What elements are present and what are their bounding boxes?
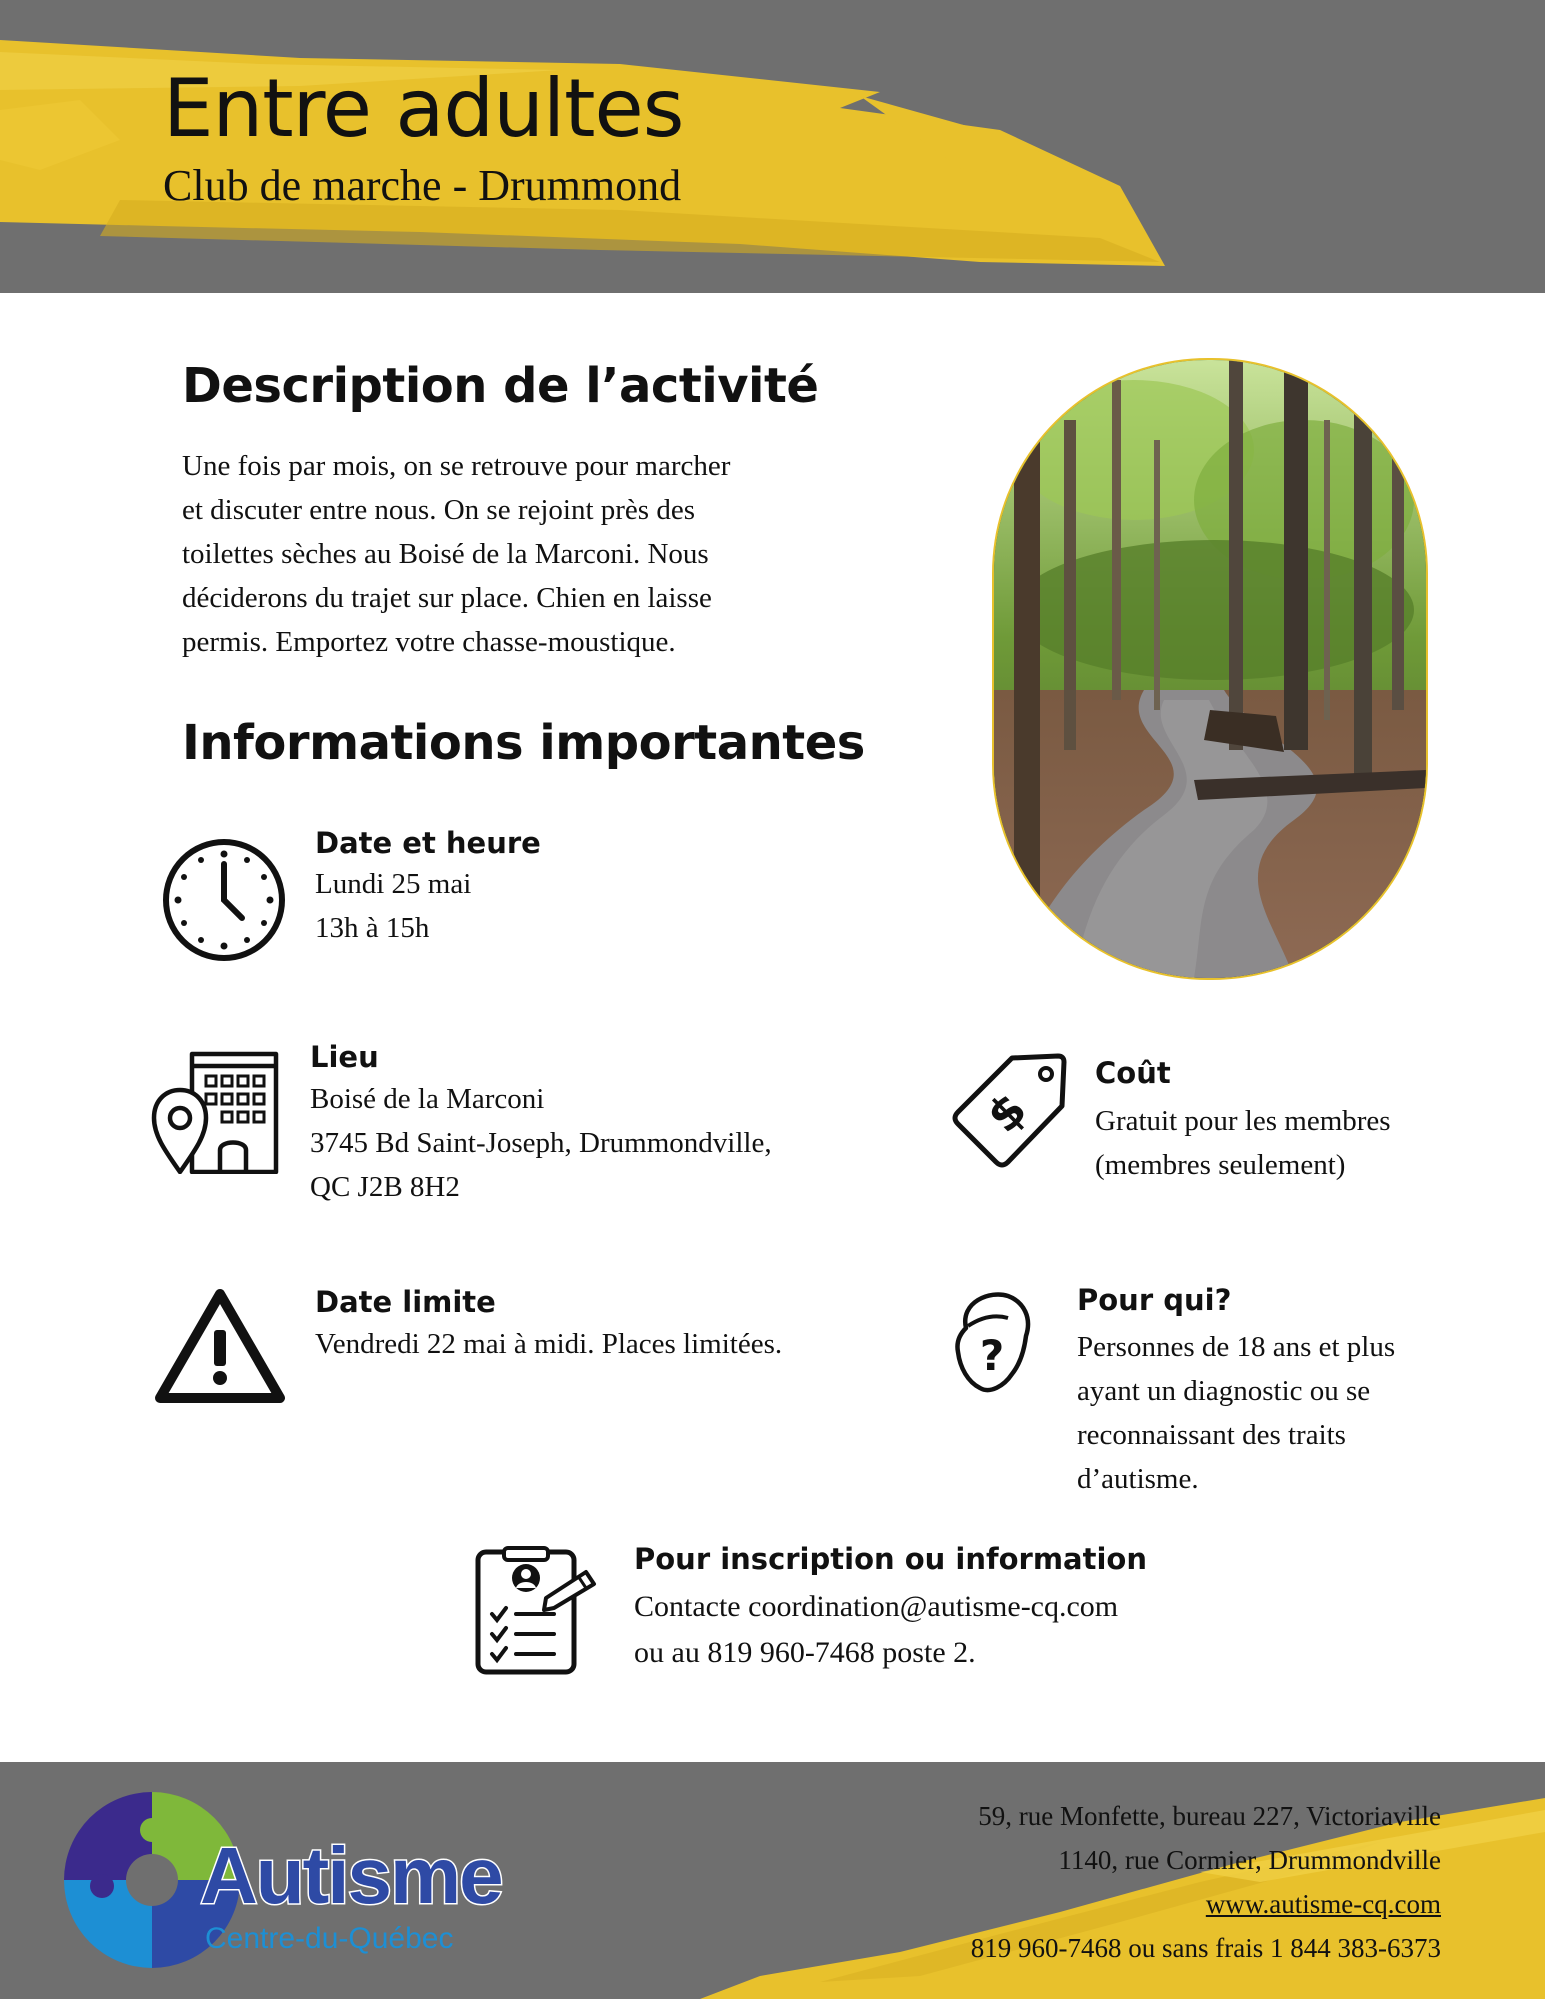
audience-line: Personnes de 18 ans et plus	[1077, 1331, 1396, 1363]
description-line: toilettes sèches au Boisé de la Marconi. Nous	[182, 538, 709, 570]
clock-icon	[158, 834, 290, 966]
info-heading: Informations importantes	[182, 715, 865, 771]
svg-text:?: ?	[979, 1331, 1005, 1380]
logo-wordmark: Autisme	[200, 1831, 502, 1920]
logo-subtitle: Centre-du-Québec	[205, 1922, 454, 1955]
cost-value	[1095, 1099, 1391, 1187]
footer-address-drummondville: 1140, rue Cormier, Drummondville	[1058, 1845, 1441, 1875]
footer-address-victoriaville: 59, rue Monfette, bureau 227, Victoriaville	[978, 1801, 1441, 1831]
header-banner	[0, 0, 1545, 293]
description-line: permis. Emportez votre chasse-moustique.	[182, 626, 676, 658]
clipboard-icon	[474, 1546, 598, 1676]
footer-contact	[971, 1794, 1441, 1970]
place-street: 3745 Bd Saint-Joseph, Drummondville,	[310, 1127, 772, 1159]
warning-icon	[154, 1288, 286, 1406]
audience-line: ayant un diagnostic ou se	[1077, 1375, 1371, 1407]
audience-line: reconnaissant des traits	[1077, 1419, 1346, 1451]
description-line: et discuter entre nous. On se rejoint près des	[182, 494, 695, 526]
cost-label: Coût	[1095, 1056, 1171, 1090]
place-postal: QC J2B 8H2	[310, 1171, 460, 1203]
cost-line: (membres seulement)	[1095, 1149, 1346, 1181]
registration-label: Pour inscription ou information	[634, 1542, 1147, 1576]
registration-value	[634, 1584, 1118, 1676]
svg-text:$: $	[976, 1082, 1037, 1143]
registration-email-line[interactable]: Contacte coordination@autisme-cq.com	[634, 1590, 1119, 1623]
description-heading: Description de l’activité	[182, 358, 819, 414]
deadline-value	[315, 1322, 782, 1366]
price-tag-icon	[950, 1052, 1070, 1170]
audience-value	[1077, 1325, 1395, 1501]
autisme-logo[interactable]	[62, 1790, 502, 1970]
description-text	[182, 444, 822, 664]
place-name: Boisé de la Marconi	[310, 1083, 545, 1115]
forest-path-photo	[992, 358, 1428, 980]
footer-website-link[interactable]: www.autisme-cq.com	[1205, 1889, 1441, 1919]
deadline-label: Date limite	[315, 1285, 496, 1319]
page-subtitle: Club de marche - Drummond	[163, 161, 682, 210]
building-location-icon	[150, 1044, 284, 1174]
date-value	[315, 862, 471, 950]
place-value	[310, 1077, 772, 1209]
footer-banner	[0, 1762, 1545, 1999]
place-label: Lieu	[310, 1040, 379, 1074]
audience-line: d’autisme.	[1077, 1463, 1199, 1495]
audience-label: Pour qui?	[1077, 1283, 1232, 1317]
description-line: déciderons du trajet sur place. Chien en laisse	[182, 582, 712, 614]
page-title: Entre adultes	[163, 62, 684, 155]
description-line: Une fois par mois, on se retrouve pour marcher	[182, 450, 731, 482]
date-label: Date et heure	[315, 826, 541, 860]
person-question-icon	[950, 1288, 1034, 1398]
cost-line: Gratuit pour les membres	[1095, 1105, 1391, 1137]
registration-phone-line: ou au 819 960-7468 poste 2.	[634, 1636, 976, 1669]
date-line: Lundi 25 mai	[315, 868, 472, 900]
time-line: 13h à 15h	[315, 912, 430, 944]
footer-phone: 819 960-7468 ou sans frais 1 844 383-6373	[970, 1933, 1441, 1963]
deadline-line: Vendredi 22 mai à midi. Places limitées.	[315, 1328, 783, 1360]
